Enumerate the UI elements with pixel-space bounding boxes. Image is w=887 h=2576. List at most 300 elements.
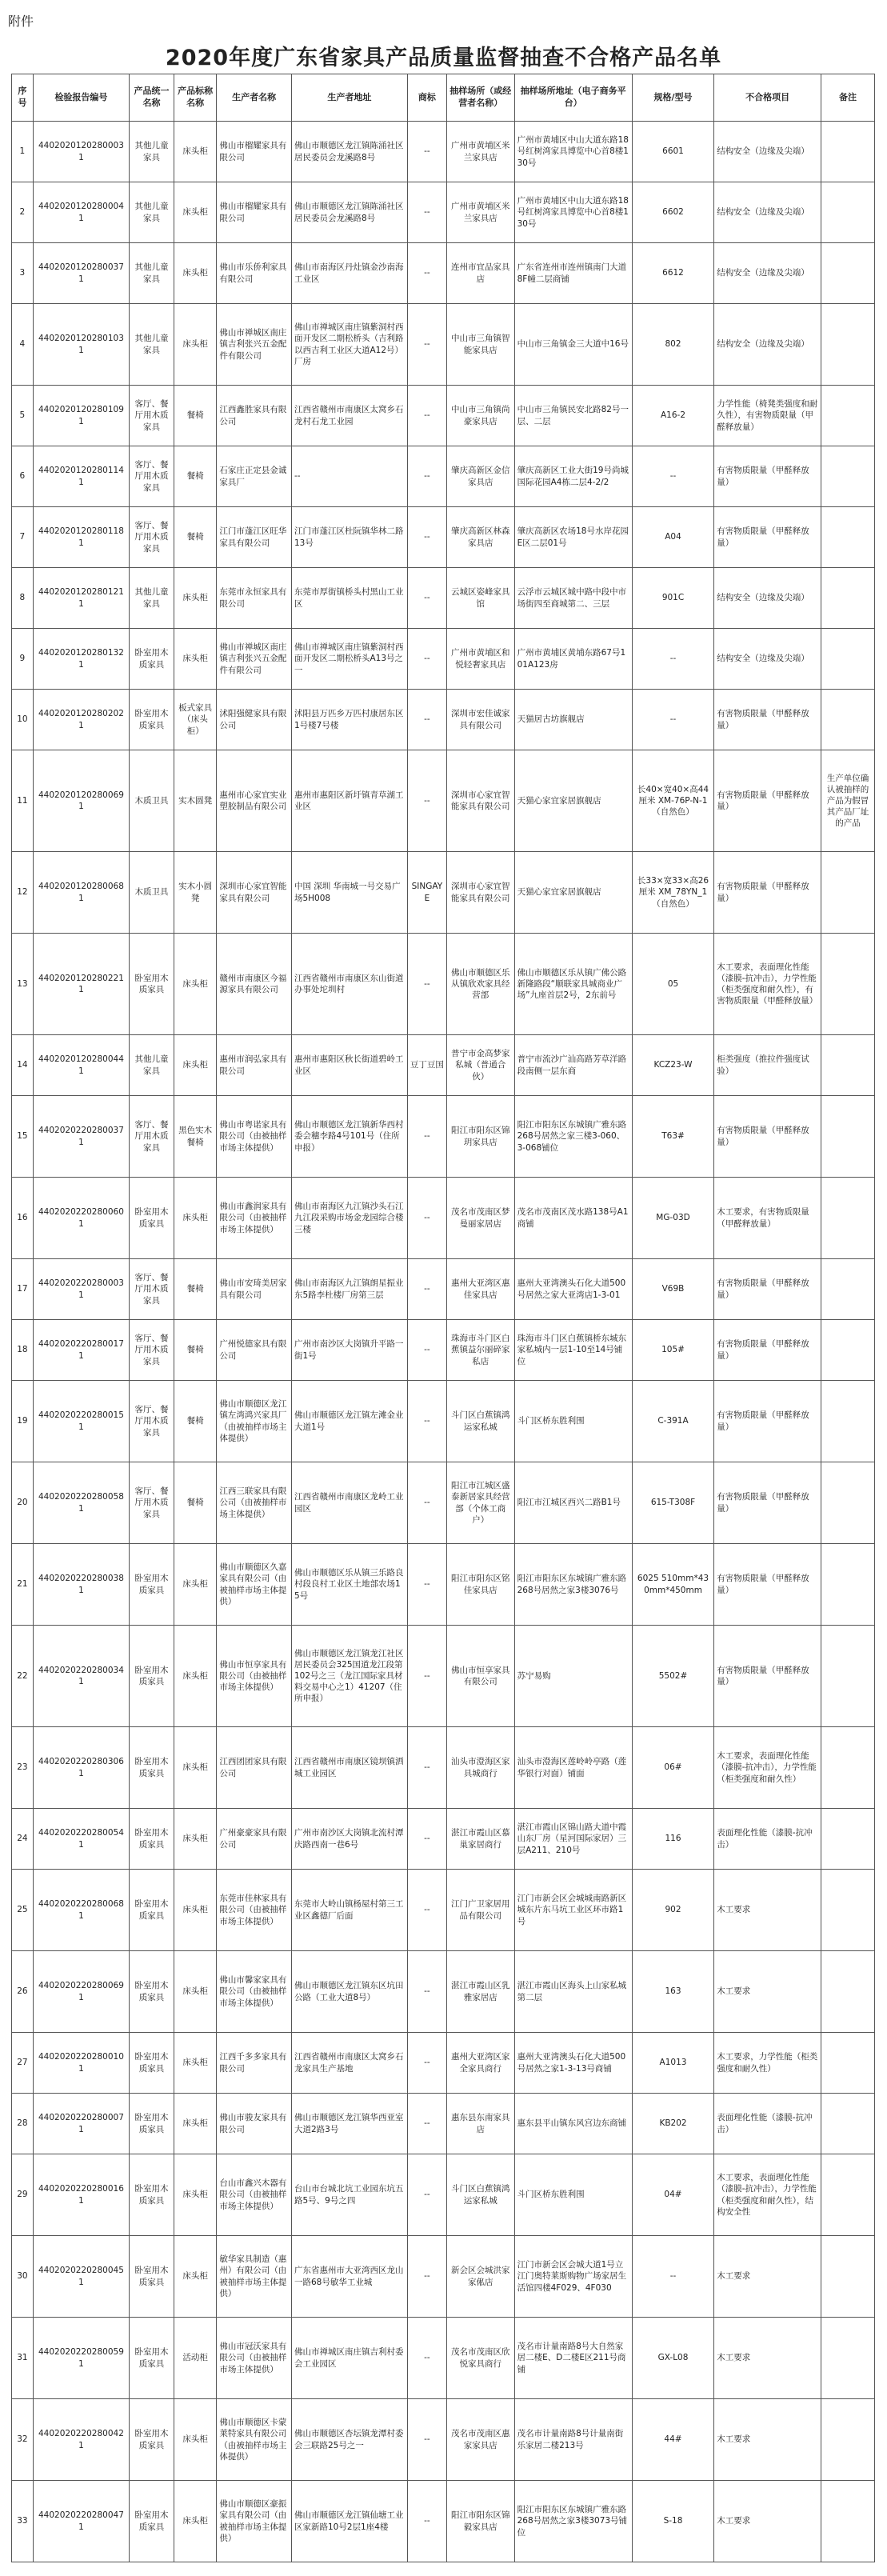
cell-cat: 卧室用木质家具 [130,2236,174,2318]
cell-spec: 长33×宽33×高26厘米 XM_78YN_1（自然色） [632,852,714,934]
column-header: 不合格项目 [714,74,821,122]
cell-venue: 广州市黄埔区和悦轻奢家具店 [446,629,514,690]
cell-report: 44020201202800441 [33,1035,129,1096]
cell-cat: 卧室用木质家具 [130,1870,174,1951]
cell-addr: 佛山市顺德区龙江镇东区坑田公路（工业大道8号） [291,1951,407,2033]
cell-no: 5 [12,386,34,446]
cell-venue_addr: 惠州大亚湾澳头石化大道500号居然之家大亚湾店1-3-01 [514,1259,632,1320]
cell-cat: 客厅、餐厅用木质家具 [130,1320,174,1381]
column-header: 商标 [407,74,446,122]
cell-no: 16 [12,1178,34,1259]
cell-name: 床头柜 [174,304,217,386]
cell-no: 4 [12,304,34,386]
cell-note [821,1259,875,1320]
table-row [12,2399,875,2481]
cell-brand: -- [407,1870,446,1951]
table-row [12,750,875,852]
cell-defect: 有害物质限量（甲醛释放量） [714,690,821,750]
cell-report: 44020201202802211 [33,934,129,1035]
cell-brand: -- [407,2033,446,2094]
cell-venue: 新会区会城洪家家俬店 [446,2236,514,2318]
cell-brand: -- [407,934,446,1035]
cell-venue_addr: 阳江市阳东区东城镇广雅东路268号居然之家三楼3-060、3-068铺位 [514,1096,632,1178]
cell-venue: 湛江市霞山区乳雅家居店 [446,1951,514,2033]
cell-addr: 江西省赣州市南康区龙岭工业园区 [291,1462,407,1544]
cell-spec: -- [632,2236,714,2318]
cell-note [821,2094,875,2154]
cell-name: 餐椅 [174,1259,217,1320]
cell-venue: 佛山市顺德区乐从镇欣欢家具经营部 [446,934,514,1035]
cell-report: 44020202202800541 [33,1809,129,1870]
cell-brand: -- [407,2154,446,2236]
cell-defect: 有害物质限量（甲醛释放量） [714,1462,821,1544]
cell-cat: 卧室用木质家具 [130,629,174,690]
cell-no: 12 [12,852,34,934]
cell-venue_addr: 广州市黄埔区中山大道东路18号红树湾家具博览中心首8楼130号 [514,122,632,182]
cell-defect: 木工要求，表面理化性能（漆膜-抗冲击），力学性能（柜类强度和耐久性），有害物质限量（甲醛释放量） [714,934,821,1035]
cell-name: 床头柜 [174,568,217,629]
cell-maker: 佛山市禅城区南庄镇吉利张兴五金配件有限公司 [217,629,292,690]
cell-brand: -- [407,182,446,243]
cell-name: 床头柜 [174,934,217,1035]
cell-spec: S-18 [632,2481,714,2562]
cell-note [821,1096,875,1178]
cell-maker: 佛山市榴耀家具有限公司 [217,122,292,182]
cell-note [821,304,875,386]
cell-venue_addr: 肇庆高新区农场18号水岸花园E区二层01号 [514,507,632,568]
column-header: 抽样场所（或经营者名称） [446,74,514,122]
cell-venue_addr: 湛江市霞山区海头上山家私城第二层 [514,1951,632,2033]
cell-note [821,386,875,446]
cell-defect: 柜类强度（推拉件强度试验） [714,1035,821,1096]
cell-maker: 佛山市顺德区久嘉家具有限公司（由被抽样市场主体提供） [217,1544,292,1626]
cell-cat: 客厅、餐厅用木质家具 [130,1381,174,1462]
cell-no: 7 [12,507,34,568]
cell-defect: 结构安全（边缘及尖端） [714,122,821,182]
cell-cat: 卧室用木质家具 [130,2033,174,2094]
cell-report: 44020201202802021 [33,690,129,750]
cell-cat: 卧室用木质家具 [130,1727,174,1809]
cell-no: 28 [12,2094,34,2154]
table-row [12,122,875,182]
cell-name: 床头柜 [174,243,217,304]
cell-venue: 普宁市金高梦家私城（普通合伙） [446,1035,514,1096]
cell-report: 44020202202800341 [33,1626,129,1727]
cell-maker: 佛山市馨家家具有限公司（由被抽样市场主体提供） [217,1951,292,2033]
cell-report: 44020202202800071 [33,2094,129,2154]
cell-cat: 卧室用木质家具 [130,2154,174,2236]
cell-note [821,2481,875,2562]
cell-maker: 佛山市安琦美居家具有限公司 [217,1259,292,1320]
cell-venue: 茂名市茂南区惠家家具店 [446,2399,514,2481]
cell-defect: 力学性能（椅凳类强度和耐久性），有害物质限量（甲醛释放量） [714,386,821,446]
table-row [12,2318,875,2399]
cell-cat: 客厅、餐厅用木质家具 [130,386,174,446]
cell-venue_addr: 中山市三角镇金三大道中16号 [514,304,632,386]
cell-report: 44020201202801141 [33,446,129,507]
cell-note: 生产单位确认被抽样的产品为假冒其产品厂址的产品 [821,750,875,852]
table-row [12,1544,875,1626]
table-body [12,122,875,2562]
cell-cat: 客厅、餐厅用木质家具 [130,1096,174,1178]
cell-venue_addr: 珠海市斗门区白蕉镇桥东城东家私城内一层1-10至14号铺位 [514,1320,632,1381]
cell-maker: 惠州市润弘家具有限公司 [217,1035,292,1096]
cell-name: 床头柜 [174,1178,217,1259]
table-row [12,1462,875,1544]
table-row [12,2236,875,2318]
cell-name: 床头柜 [174,2399,217,2481]
table-row [12,1381,875,1462]
table-row [12,1320,875,1381]
cell-maker: 惠州市心家宜实业塑胶制品有限公司 [217,750,292,852]
column-header: 备注 [821,74,875,122]
cell-cat: 其他儿童家具 [130,182,174,243]
cell-addr: 佛山市顺德区龙江镇华西亚室大道2路3号 [291,2094,407,2154]
column-header: 检验报告编号 [33,74,129,122]
table-row [12,446,875,507]
cell-defect: 木工要求 [714,2318,821,2399]
cell-spec: 901C [632,568,714,629]
column-header: 生产者名称 [217,74,292,122]
cell-addr: 佛山市顺德区杏坛镇龙潭村委会三联路25号之一 [291,2399,407,2481]
cell-name: 黑色实木餐椅 [174,1096,217,1178]
cell-spec: 902 [632,1870,714,1951]
cell-defect: 表面理化性能（漆膜-抗冲击） [714,1809,821,1870]
cell-report: 44020202202800151 [33,1381,129,1462]
cell-note [821,182,875,243]
cell-maker: 赣州市南康区今福源家具有限公司 [217,934,292,1035]
cell-defect: 有害物质限量（甲醛释放量） [714,750,821,852]
cell-venue_addr: 斗门区桥东胜利围 [514,1381,632,1462]
cell-venue: 汕头市澄海区家具城商行 [446,1727,514,1809]
cell-no: 14 [12,1035,34,1096]
cell-addr: 东莞市大岭山镇杨屋村第三工业区鑫德厂后面 [291,1870,407,1951]
cell-name: 床头柜 [174,182,217,243]
cell-report: 44020202202800601 [33,1178,129,1259]
table-row [12,243,875,304]
cell-name: 餐椅 [174,507,217,568]
cell-cat: 客厅、餐厅用木质家具 [130,1259,174,1320]
cell-addr: 江西省赣州市南康区太窝乡石龙家具生产基地 [291,2033,407,2094]
table-row [12,2154,875,2236]
cell-venue: 江门广卫家居用品有限公司 [446,1870,514,1951]
cell-report: 44020201202801091 [33,386,129,446]
cell-venue_addr: 云浮市云城区城中路中段中市场街四至商城第二、三层 [514,568,632,629]
cell-name: 餐椅 [174,446,217,507]
cell-spec: KB202 [632,2094,714,2154]
cell-no: 32 [12,2399,34,2481]
cell-addr: 江西省赣州市南康区东山街道办事处坨圳村 [291,934,407,1035]
table-row [12,182,875,243]
cell-spec: A16-2 [632,386,714,446]
cell-name: 实木圆凳 [174,750,217,852]
cell-maker: 石家庄正定县金诚家具厂 [217,446,292,507]
cell-no: 13 [12,934,34,1035]
cell-spec: 44# [632,2399,714,2481]
cell-brand: -- [407,304,446,386]
table-row [12,1870,875,1951]
cell-spec: -- [632,446,714,507]
cell-venue_addr: 佛山市顺德区乐从镇广佛公路新隆路段“顺联家具城商业广场”九座首层2号，2东前号 [514,934,632,1035]
cell-cat: 卧室用木质家具 [130,1544,174,1626]
cell-note [821,568,875,629]
cell-brand: -- [407,243,446,304]
cell-maker: 江西千多多家具有限公司 [217,2033,292,2094]
cell-no: 11 [12,750,34,852]
cell-addr: 东莞市厚街镇桥头村黑山工业区 [291,568,407,629]
cell-spec: -- [632,629,714,690]
cell-report: 44020202202800381 [33,1544,129,1626]
cell-addr: 广州市南沙区大岗镇北流村潭庆路西南一巷6号 [291,1809,407,1870]
cell-addr: 佛山市顺德区龙江镇龙江社区居民委员会325国道龙江段第102号之三（龙江国际家具材料交易中心之1）41207（住所申报） [291,1626,407,1727]
cell-venue_addr: 天猫心家宜家居旗舰店 [514,852,632,934]
cell-venue_addr: 惠东县平山镇东风宫边东商铺 [514,2094,632,2154]
cell-addr: 惠州市惠阳区新圩镇青草湖工业区 [291,750,407,852]
cell-name: 床头柜 [174,2033,217,2094]
cell-cat: 卧室用木质家具 [130,934,174,1035]
cell-report: 44020202202800581 [33,1462,129,1544]
table-row [12,568,875,629]
cell-cat: 卧室用木质家具 [130,2318,174,2399]
cell-maker: 广州悦德家具有限公司 [217,1320,292,1381]
cell-defect: 有害物质限量（甲醛释放量） [714,1544,821,1626]
cell-venue: 阳江市阳东区锦毅家具店 [446,2481,514,2562]
cell-cat: 卧室用木质家具 [130,2481,174,2562]
cell-venue_addr: 天猫心家宜家居旗舰店 [514,750,632,852]
cell-venue_addr: 广州市黄埔区黄埔东路67号101A123房 [514,629,632,690]
cell-no: 15 [12,1096,34,1178]
cell-brand: -- [407,2094,446,2154]
cell-addr: 江门市蓬江区杜阮镇华林二路13号 [291,507,407,568]
cell-brand: -- [407,1320,446,1381]
cell-report: 44020202202800691 [33,1951,129,2033]
cell-spec: 116 [632,1809,714,1870]
cell-note [821,1462,875,1544]
cell-brand: -- [407,2481,446,2562]
cell-no: 26 [12,1951,34,2033]
cell-defect: 木工要求，表面理化性能（漆膜-抗冲击），力学性能（柜类强度和耐久性） [714,1727,821,1809]
cell-cat: 其他儿童家具 [130,568,174,629]
cell-name: 床头柜 [174,1727,217,1809]
cell-note [821,1320,875,1381]
cell-venue_addr: 茂名市计量南路8号计量南街乐家居二楼213号 [514,2399,632,2481]
cell-brand: -- [407,690,446,750]
table-row [12,386,875,446]
table-row [12,1178,875,1259]
cell-spec: -- [632,690,714,750]
cell-maker: 广州豪豪家具有限公司 [217,1809,292,1870]
table-row [12,1035,875,1096]
cell-venue: 斗门区白蕉镇鸿运家私城 [446,2154,514,2236]
cell-report: 44020201202801181 [33,507,129,568]
cell-maker: 佛山市禅城区南庄镇吉利张兴五金配件有限公司 [217,304,292,386]
cell-venue: 茂名市茂南区梦曼丽家居店 [446,1178,514,1259]
cell-report: 44020201202800681 [33,852,129,934]
cell-report: 44020201202801321 [33,629,129,690]
cell-spec: 05 [632,934,714,1035]
cell-cat: 其他儿童家具 [130,304,174,386]
cell-addr: 广东省惠州市大亚湾西区龙山一路68号敏华工业城 [291,2236,407,2318]
cell-defect: 木工要求 [714,2399,821,2481]
cell-venue_addr: 阳江市阳东区东城镇广雅东路268号居然之家3楼3076号 [514,1544,632,1626]
cell-name: 餐椅 [174,1320,217,1381]
cell-venue_addr: 汕头市澄海区莲岭岭亭路（莲华银行对面）铺面 [514,1727,632,1809]
cell-addr: 佛山市顺德区龙江镇仙塘工业区家新路10号2层1座4楼 [291,2481,407,2562]
cell-spec: 6602 [632,182,714,243]
cell-spec: 105# [632,1320,714,1381]
cell-venue_addr: 阳江市江城区西兴二路B1号 [514,1462,632,1544]
cell-note [821,1809,875,1870]
cell-defect: 木工要求 [714,1951,821,2033]
cell-spec: 04# [632,2154,714,2236]
cell-cat: 卧室用木质家具 [130,2399,174,2481]
cell-cat: 卧室用木质家具 [130,1178,174,1259]
cell-addr: 台山市台城北坑工业园东坑五路5号、9号之四 [291,2154,407,2236]
cell-maker: 东莞市佳林家具有限公司（由被抽样市场主体提供） [217,1870,292,1951]
cell-venue_addr: 茂名市计量南路8号大自然家居二楼E、D二楼E区211号商铺 [514,2318,632,2399]
cell-name: 餐椅 [174,1381,217,1462]
cell-report: 44020201202801031 [33,304,129,386]
table-row [12,629,875,690]
cell-brand: -- [407,1381,446,1462]
cell-defect: 有害物质限量（甲醛释放量） [714,1320,821,1381]
cell-spec: 06# [632,1727,714,1809]
cell-spec: 802 [632,304,714,386]
cell-addr: 佛山市顺德区龙江镇新华西村委会穗李路4号101号（住所申报） [291,1096,407,1178]
cell-name: 床头柜 [174,1870,217,1951]
cell-brand: -- [407,2318,446,2399]
cell-brand: -- [407,1626,446,1727]
cell-cat: 卧室用木质家具 [130,2094,174,2154]
attachment-label: 附件 [8,14,34,29]
table-row [12,1951,875,2033]
cell-name: 餐椅 [174,1462,217,1544]
cell-spec: 615-T308F [632,1462,714,1544]
cell-cat: 客厅、餐厅用木质家具 [130,1462,174,1544]
cell-report: 44020202202800371 [33,1096,129,1178]
cell-venue_addr: 江门市新会区会城大道1号立江门奥特莱斯购物广场家居生活馆四楼4F029、4F030 [514,2236,632,2318]
cell-no: 6 [12,446,34,507]
table-row [12,1727,875,1809]
cell-maker: 江西团团家具有限公司 [217,1727,292,1809]
cell-maker: 佛山市顺德区卡蒙莱特家具有限公司（由被抽样市场主体提供） [217,2399,292,2481]
cell-report: 44020201202801211 [33,568,129,629]
cell-defect: 有害物质限量（甲醛释放量） [714,852,821,934]
cell-addr: 佛山市禅城区南庄镇紫洞村西面开发区二期松桥头A13号之一 [291,629,407,690]
table-row [12,1626,875,1727]
cell-note [821,1178,875,1259]
cell-spec: 6601 [632,122,714,182]
cell-venue_addr: 苏宁易购 [514,1626,632,1727]
cell-note [821,629,875,690]
cell-venue: 惠州大亚湾区惠佳家具店 [446,1259,514,1320]
cell-name: 餐椅 [174,386,217,446]
cell-spec: A1013 [632,2033,714,2094]
cell-defect: 木工要求 [714,2236,821,2318]
cell-no: 19 [12,1381,34,1462]
cell-spec: 长40×宽40×高44厘米 XM-76P-N-1（自然色） [632,750,714,852]
table-row [12,2033,875,2094]
cell-venue_addr: 普宁市流沙广汕高路芳草洋路段南侧一层东商 [514,1035,632,1096]
cell-report: 44020202202800101 [33,2033,129,2094]
cell-brand: -- [407,122,446,182]
column-header: 产品统一名称 [130,74,174,122]
cell-spec: T63# [632,1096,714,1178]
cell-spec: 163 [632,1951,714,2033]
cell-defect: 结构安全（边缘及尖端） [714,243,821,304]
cell-venue: 深圳市心家宜智能家具有限公司 [446,750,514,852]
cell-name: 实木小圆凳 [174,852,217,934]
cell-defect: 有害物质限量（甲醛释放量） [714,507,821,568]
cell-report: 44020201202800691 [33,750,129,852]
cell-note [821,690,875,750]
cell-maker: 东莞市永恒家具有限公司 [217,568,292,629]
cell-no: 20 [12,1462,34,1544]
cell-name: 床头柜 [174,2481,217,2562]
defect-table [11,74,875,2562]
cell-no: 18 [12,1320,34,1381]
cell-no: 29 [12,2154,34,2236]
cell-cat: 木质卫具 [130,750,174,852]
cell-note [821,2033,875,2094]
cell-venue: 阳江市阳东区铭佳家具店 [446,1544,514,1626]
cell-venue: 中山市三角镇尚豪家具店 [446,386,514,446]
cell-name: 床头柜 [174,122,217,182]
cell-venue: 斗门区白蕉镇鸿运家私城 [446,1381,514,1462]
cell-brand: -- [407,1809,446,1870]
cell-venue_addr: 江门市新会区会城城南路新区城东片东马坑工业区环市路1号 [514,1870,632,1951]
column-header: 规格/型号 [632,74,714,122]
cell-note [821,1035,875,1096]
cell-report: 44020202202800421 [33,2399,129,2481]
cell-addr: 佛山市顺德区龙江镇左滩金业大道1号 [291,1381,407,1462]
cell-no: 8 [12,568,34,629]
cell-venue: 惠东县东南家具店 [446,2094,514,2154]
cell-addr: 佛山市禅城区南庄镇紫洞村西面开发区二期松桥头（吉利路以西吉利工业区大道A12号）厂房 [291,304,407,386]
cell-cat: 客厅、餐厅用木质家具 [130,446,174,507]
cell-no: 23 [12,1727,34,1809]
table-row [12,1809,875,1870]
cell-venue: 深圳市心家宜智能家具有限公司 [446,852,514,934]
cell-no: 17 [12,1259,34,1320]
cell-spec: GX-L08 [632,2318,714,2399]
cell-name: 床头柜 [174,1951,217,2033]
cell-brand: SINGAYE [407,852,446,934]
cell-addr: 惠州市惠阳区秋长街道碧岭工业区 [291,1035,407,1096]
cell-venue: 茂名市茂南区欣悦家具商行 [446,2318,514,2399]
cell-addr: 广州市南沙区大岗镇升平路一街1号 [291,1320,407,1381]
cell-maker: 佛山市骏友家具有限公司 [217,2094,292,2154]
cell-brand: -- [407,1259,446,1320]
cell-brand: -- [407,446,446,507]
cell-venue_addr: 惠州大亚湾澳头石化大道500号居然之家1-3-13号商铺 [514,2033,632,2094]
cell-maker: 江门市蓬江区旺华家具有限公司 [217,507,292,568]
cell-maker: 深圳市心家宜智能家具有限公司 [217,852,292,934]
cell-no: 21 [12,1544,34,1626]
cell-addr: 中国 深圳 华南城一号交易广场5H008 [291,852,407,934]
cell-defect: 结构安全（边缘及尖端） [714,568,821,629]
cell-cat: 卧室用木质家具 [130,1809,174,1870]
cell-venue: 中山市三角镇智能家具店 [446,304,514,386]
cell-note [821,243,875,304]
cell-note [821,1870,875,1951]
cell-report: 44020202202800681 [33,1870,129,1951]
cell-venue: 阳江市江城区盛泰新居家具经营部（个体工商户） [446,1462,514,1544]
cell-no: 9 [12,629,34,690]
cell-venue: 珠海市斗门区白蕉镇益尔丽碎家私店 [446,1320,514,1381]
cell-name: 床头柜 [174,1035,217,1096]
cell-name: 床头柜 [174,1626,217,1727]
